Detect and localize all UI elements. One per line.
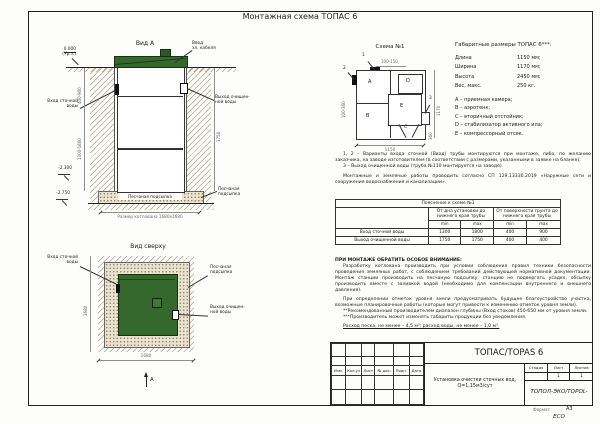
stage-label: Стадия — [525, 363, 548, 373]
soil-band-right — [186, 68, 211, 202]
scheme-box-e — [388, 94, 422, 126]
scheme-label: Схема №1 — [375, 44, 405, 50]
specs-rows — [455, 56, 590, 90]
specs-legend — [455, 98, 595, 137]
row-cell: 400 — [493, 236, 526, 244]
table-max: max — [527, 221, 561, 229]
spec-key: Длина — [455, 55, 472, 61]
drawing-description — [424, 363, 525, 405]
scheme-dim-c3: 360 — [428, 132, 433, 140]
spec-val: 250 кг. — [517, 83, 536, 90]
table-group-2: От поверхности грунта до нижнего края трубы — [493, 208, 560, 221]
row-name: Вход сточной воды — [336, 228, 429, 236]
scheme-dim-top: 100-150 — [381, 59, 398, 64]
scheme-letter-b: B — [366, 113, 370, 119]
tv-outlet-l1: Выход очищен- — [210, 305, 245, 310]
top-view-dim-left: 1680 — [83, 305, 88, 316]
row-name: Выход очищенной воды — [336, 236, 429, 244]
specs-title: Габаритные размеры ТОПАС 6***: — [455, 42, 552, 48]
desc-line2: Q=1,15м3/сут — [457, 384, 493, 389]
note-3: Монтажные и земляные работы проводить согласно СП 129.13330.2019 «Наружные сети и сооружения водоснабжения и канализации». — [335, 173, 591, 185]
col-izm: Изм. — [332, 366, 346, 376]
level-b2-label: -2.750 — [56, 191, 70, 196]
scheme-callout-2: 2 — [343, 66, 346, 71]
scheme-letter-e: E — [400, 103, 404, 109]
spec-key: Высота — [455, 73, 475, 80]
tv-sand-l1: Песчаная — [210, 265, 232, 270]
pit-size-label: Размер котлована 1680х1680 — [117, 214, 183, 219]
dim-upper-viewa: 400-900 — [77, 87, 82, 104]
sand-callout-l1: Песчаная — [218, 187, 240, 192]
format-label: Формат — [533, 407, 550, 412]
inlet-l2: воды — [66, 103, 78, 109]
cable-entry-label — [192, 42, 234, 52]
inlet-l1: Вход сточной — [47, 99, 78, 104]
legend-item: D – стабилизатор активного ила; — [455, 122, 543, 129]
scheme-dim-top-line — [376, 66, 406, 67]
top-view-inlet-marker — [116, 284, 120, 293]
revision-table — [331, 343, 424, 405]
col-podp: Подп. — [393, 366, 409, 376]
top-view-outlet-label — [210, 306, 256, 316]
col-data: Дата — [409, 366, 423, 376]
table-min: min — [493, 221, 526, 229]
cable-entry-l2: эл. кабеля — [192, 45, 216, 51]
col-koluch: Кол.уч — [345, 366, 361, 376]
dim-lower-viewa: 1300-1800 — [77, 138, 82, 160]
spec-val: 1170 мм; — [517, 64, 541, 71]
inlet-pipe-marker — [115, 84, 119, 95]
explanation-table — [335, 199, 561, 245]
table-row — [336, 236, 561, 244]
row-cell: 400 — [527, 236, 561, 244]
row-cell: 400 — [493, 228, 526, 236]
scheme-dim-bottom: 1150 — [384, 147, 396, 152]
dim-line-left-viewa — [84, 68, 85, 191]
subsoil-hatch — [88, 203, 214, 210]
section-arrow-label: А — [150, 377, 154, 383]
legend-item: B – аэротенк; — [455, 105, 491, 112]
pit-size-dim-line — [100, 212, 200, 213]
inlet-label-viewa — [38, 100, 78, 110]
level-zero-value: 0.000 — [63, 47, 76, 52]
table-title: Пояснение к схеме №1 — [336, 200, 561, 208]
desc-line1: Установка очистки сточных вод, — [433, 377, 517, 383]
tv-inlet-l1: Вход сточной — [47, 255, 78, 260]
table-row — [336, 228, 561, 236]
top-view-inlet-label — [34, 256, 78, 266]
level-zero-note: (Ур.з.) — [62, 51, 76, 57]
row-cell: 1800 — [461, 228, 493, 236]
outlet-l2: ной воды — [215, 99, 237, 105]
note-2: 3 – Выход очищенной воды (труба №110 монтируется на заводе). — [343, 163, 504, 169]
scheme-table — [335, 199, 561, 245]
top-view-tank — [118, 274, 178, 336]
top-view-dim-line-left — [90, 256, 91, 352]
company-name: ТОПОЛ-ЭКО/TOPOL-ECO — [530, 389, 588, 420]
attention-p1: Разработку котлована производить при условии соблюдения правил техники безопасности проведения земляных работ, с соблюдением требований действующей нормативной документации. Монтаж станции производить на песчаную подсыпку, станцию не подвергать усадке, обсыпку производить вместе с заливкой водой (необходимо для компенсации внутреннего и внешнего давления). — [335, 263, 591, 293]
lid-vent-cap — [160, 49, 171, 57]
dim-line-right-viewa — [214, 68, 215, 191]
outlet-label-viewa — [215, 96, 261, 106]
soil-band-left — [90, 68, 115, 202]
sheet-value: 1 — [548, 372, 570, 381]
scheme-dim-left: 100-300 — [341, 101, 346, 118]
dim-right-viewa: 1750 — [216, 131, 221, 142]
sheets-label: Листов — [570, 363, 593, 373]
scheme-letter-d: D — [406, 78, 410, 84]
table-name-head — [336, 208, 429, 229]
attention-title: ПРИ МОНТАЖЕ ОБРАТИТЬ ОСОБОЕ ВНИМАНИЕ: — [335, 258, 462, 263]
table-max: max — [461, 221, 493, 229]
scheme-dim-right-line — [434, 70, 435, 138]
col-dok: № док. — [375, 366, 393, 376]
legend-item: A – приемная камера; — [455, 97, 513, 103]
spec-key: Вес, макс. — [455, 83, 482, 90]
col-list: Лист — [362, 366, 375, 376]
sand-callout-l2: подсыпка — [218, 191, 241, 197]
attention-p5: Расход песка, не менее – 4,5 м³; расход воды, не менее – 1,0 м³. — [343, 323, 500, 329]
tank-partition-2 — [118, 148, 183, 150]
tank-body — [117, 64, 185, 193]
attention-p2: При определении отметок уровня земли предусматривать будущее благоустройство участка, возможные планировочные работы (которые могут привести к изменению отметок уровня земли). — [335, 296, 591, 308]
row-cell: 1750 — [461, 236, 493, 244]
legend-item: E – компрессорный отсек. — [455, 130, 524, 137]
legend-item: C – вторичный отстойник; — [455, 113, 524, 120]
sand-callout-viewa — [218, 188, 258, 198]
sheet-title: Монтажная схема ТОПАС 6 — [242, 12, 358, 21]
scheme-callout-3: 3 — [429, 96, 432, 101]
tv-outlet-l2: ной воды — [210, 309, 232, 315]
view-a-label: Вид А — [135, 40, 155, 47]
scheme-box-d — [398, 74, 423, 94]
format-value: А3 — [566, 406, 573, 412]
spec-key: Ширина — [455, 64, 477, 71]
row-cell: 1300 — [429, 228, 461, 236]
section-arrow-line — [146, 376, 147, 387]
cable-entry-l1: Ввод — [192, 41, 204, 46]
tv-inlet-l2: воды — [66, 259, 78, 265]
table-min: min — [429, 221, 461, 229]
row-cell: 900 — [527, 228, 561, 236]
tv-sand-l2: подсыпка — [210, 269, 233, 275]
scheme-dim-right: 1170 — [436, 105, 441, 116]
row-cell: 1750 — [429, 236, 461, 244]
note-1: 1, 2 – Варианты входа сточной (Ввод) трубы монтируются при монтаже, либо, по желанию заказчика, на заводе изготовителем (в соответствии с размерами, указанными в заявке на бланке); — [335, 152, 591, 163]
outlet-l1: Выход очищен- — [215, 95, 250, 100]
scheme-divider-h — [356, 103, 390, 104]
tank-partition-1 — [118, 96, 183, 97]
scheme-callout-1: 1 — [362, 53, 365, 58]
table-group-1: От дна установки до нижнего края трубы — [429, 208, 494, 221]
top-view-dim-bottom: 1680 — [140, 353, 152, 358]
attention-p4: ***Производитель может изменять габариты продукции без уведомления. — [343, 314, 527, 320]
sheets-value: 1 — [570, 372, 593, 381]
level-b1-label: -2.300 — [58, 166, 72, 171]
product-name: ТОПАС/TOPAS 6 — [424, 343, 593, 364]
spec-val: 2450 мм; — [517, 73, 541, 80]
top-view-dim-line-bottom — [98, 360, 194, 361]
top-view-sand-label — [210, 266, 250, 276]
scheme-dim-bottom-line — [356, 145, 424, 146]
scheme-letter-c: C — [404, 125, 408, 130]
sheet-label: Лист — [548, 363, 570, 373]
sand-bedding-label: Песчаная подсыпка — [118, 193, 182, 200]
section-arrow-head — [144, 372, 148, 377]
top-view-hatch-detail — [152, 298, 162, 308]
attention-p3: **Рекомендованный производителем диапазон глубины (Вход стоков) 450-650 мм от уровня земли. — [343, 308, 588, 314]
top-view-lid-seam — [119, 279, 175, 280]
top-view-label: Вид сверху — [130, 243, 166, 250]
spec-val: 1150 мм; — [517, 55, 541, 61]
scheme-letter-a: A — [368, 79, 372, 85]
level-zero-label — [50, 48, 76, 58]
notes-block — [335, 152, 591, 186]
attention-block — [335, 258, 591, 330]
